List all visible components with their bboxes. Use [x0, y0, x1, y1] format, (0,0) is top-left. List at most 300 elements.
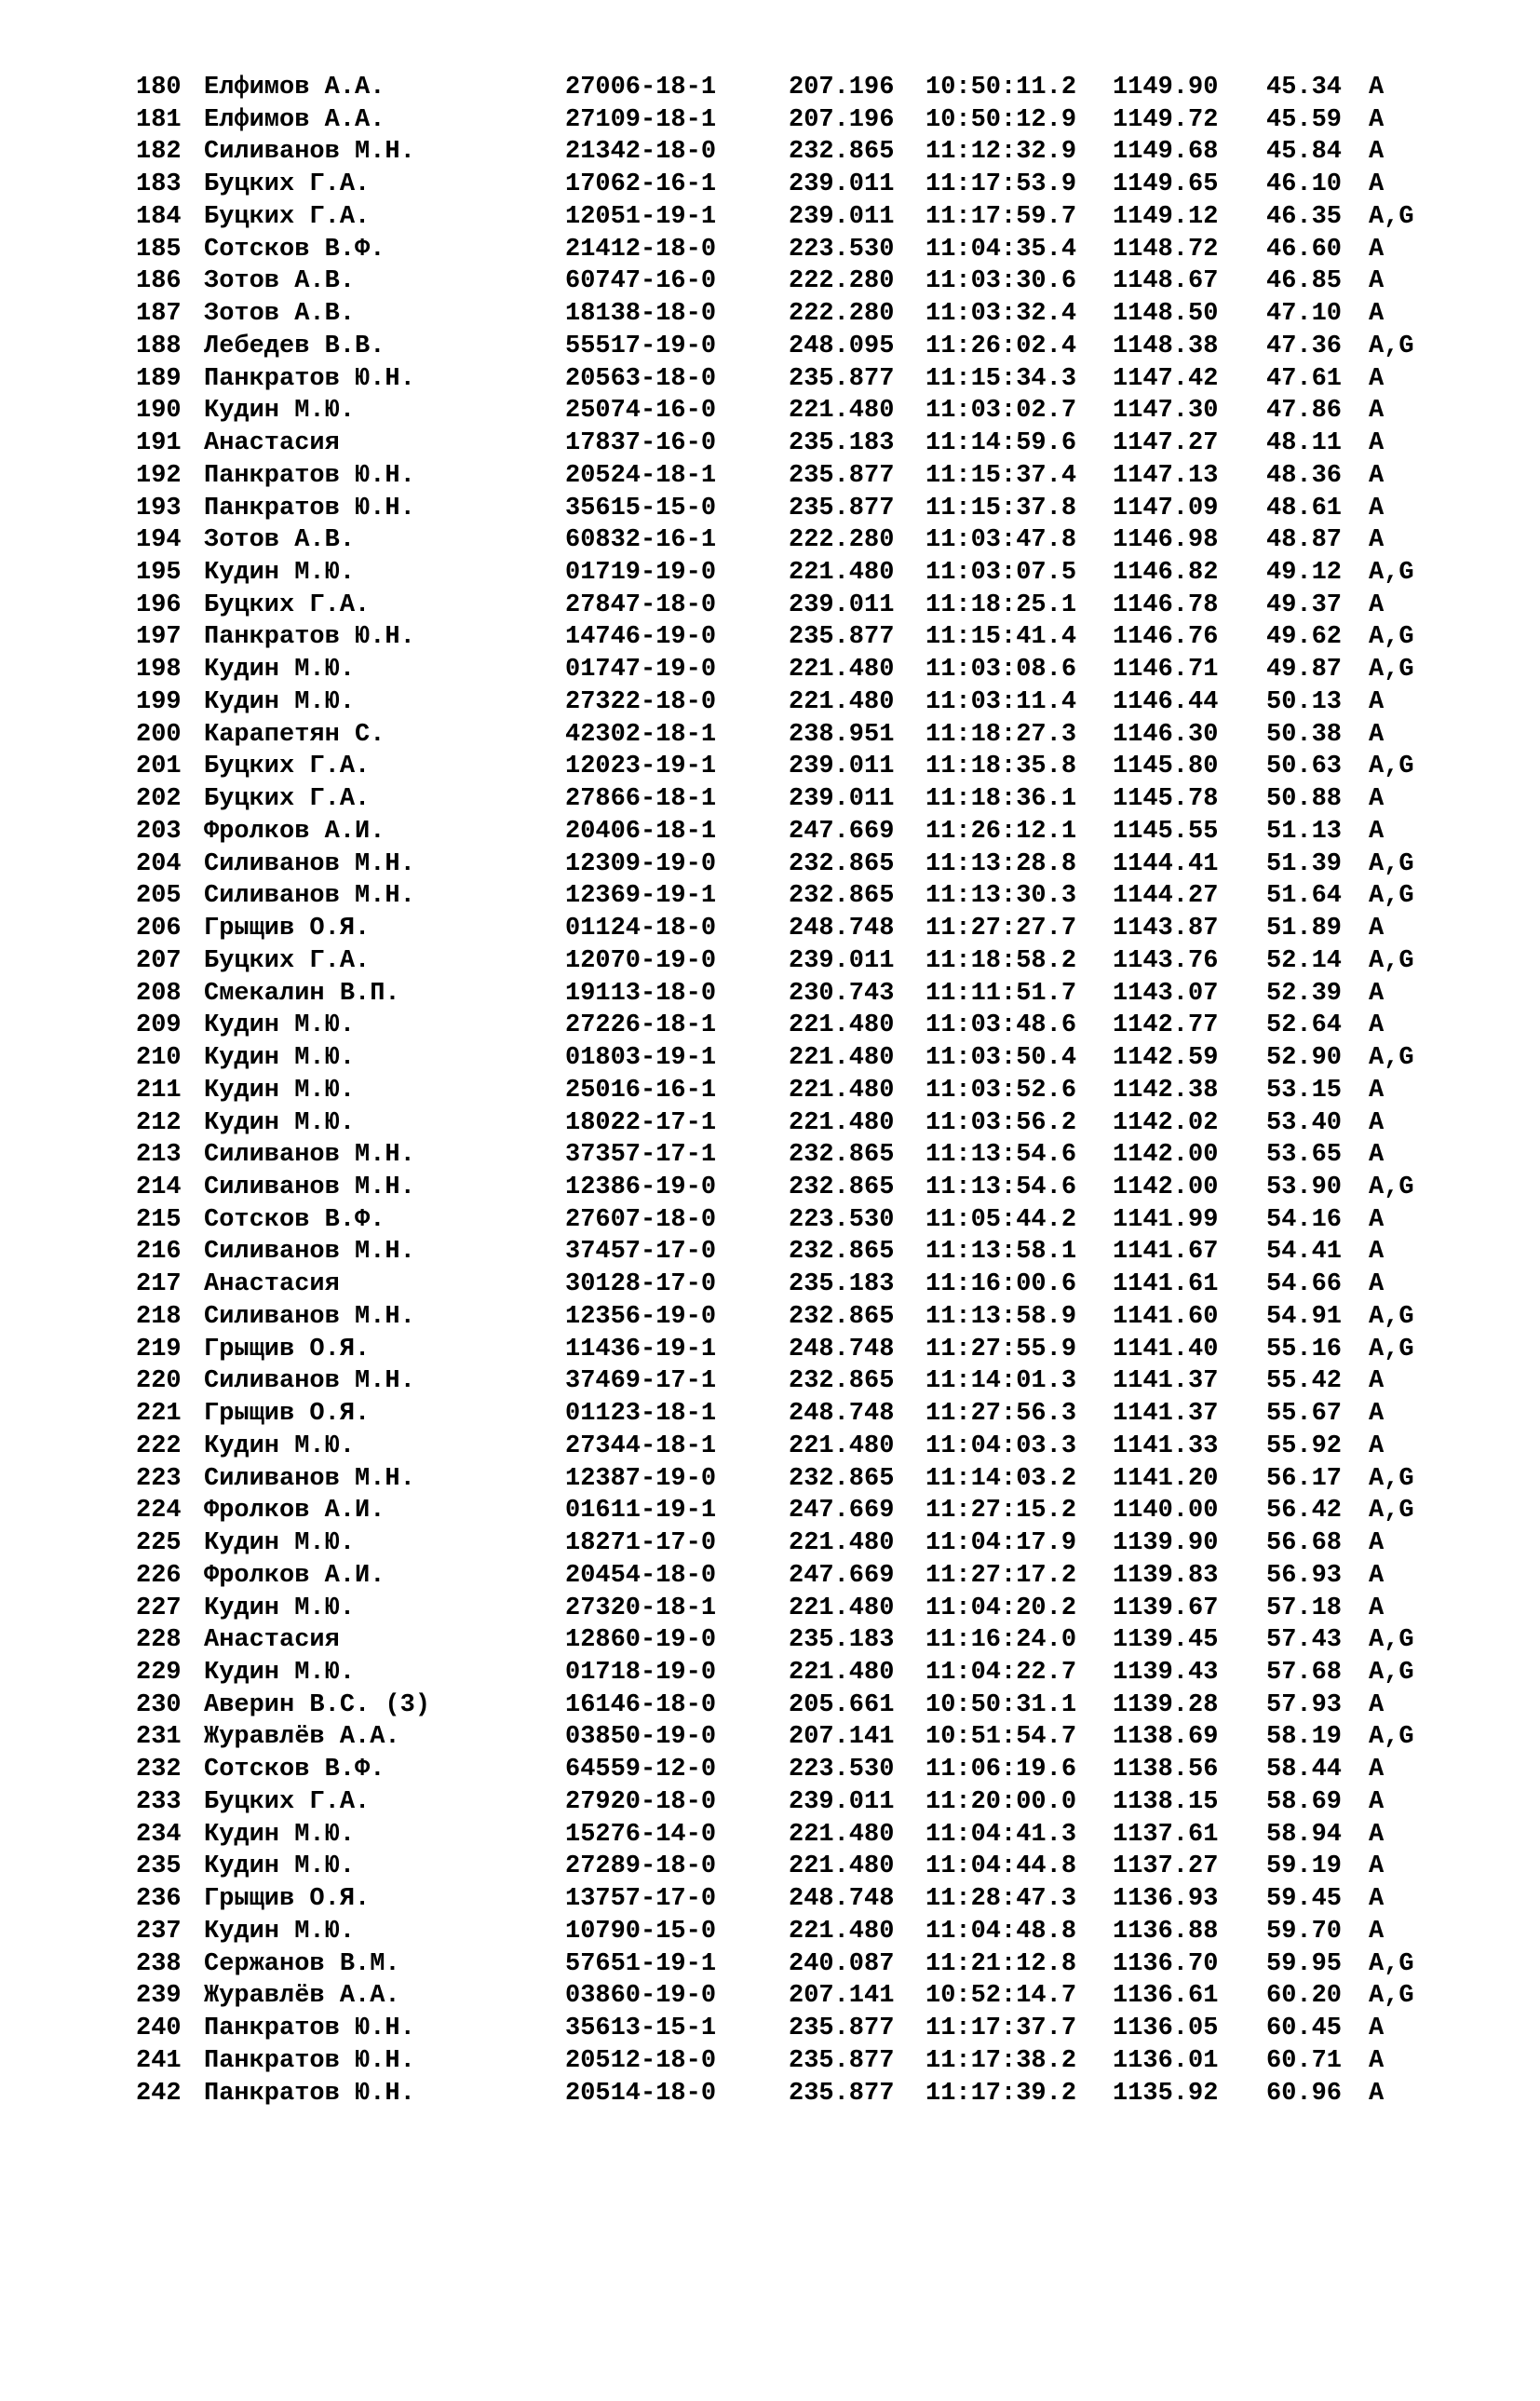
distance-value: 239.011	[789, 1787, 895, 1816]
fancier-name: Сержанов В.М.	[204, 1949, 400, 1978]
place-number: 191	[136, 429, 182, 458]
place-number: 201	[136, 753, 182, 781]
coefficient-value: 45.34	[1266, 74, 1343, 102]
ring-number: 12386-19-0	[565, 1173, 717, 1201]
coefficient-value: 57.43	[1266, 1626, 1343, 1655]
distance-value: 207.141	[789, 1723, 895, 1752]
distance-value: 232.865	[789, 1173, 895, 1201]
category-flags: A	[1369, 1076, 1385, 1105]
table-row	[136, 395, 1385, 427]
ring-number: 20454-18-0	[565, 1561, 717, 1590]
ring-number: 01803-19-1	[565, 1044, 717, 1073]
fancier-name: Анастасия	[204, 429, 340, 458]
table-row	[136, 1075, 1385, 1107]
fancier-name: Буцких Г.А.	[204, 785, 371, 814]
arrival-time: 10:50:11.2	[925, 74, 1077, 102]
speed-value: 1136.88	[1113, 1917, 1219, 1946]
table-row	[136, 945, 1414, 978]
coefficient-value: 52.39	[1266, 979, 1343, 1008]
coefficient-value: 51.64	[1266, 882, 1343, 911]
category-flags: A	[1369, 1270, 1385, 1299]
place-number: 206	[136, 915, 182, 943]
arrival-time: 11:04:48.8	[925, 1917, 1077, 1946]
arrival-time: 11:20:00.0	[925, 1787, 1077, 1816]
coefficient-value: 60.45	[1266, 2014, 1343, 2043]
table-row	[136, 1883, 1385, 1916]
fancier-name: Кудин М.Ю.	[204, 1044, 356, 1073]
table-row	[136, 1980, 1414, 2013]
place-number: 217	[136, 1270, 182, 1299]
arrival-time: 11:05:44.2	[925, 1205, 1077, 1234]
arrival-time: 11:03:50.4	[925, 1044, 1077, 1073]
arrival-time: 10:50:12.9	[925, 105, 1077, 134]
distance-value: 247.669	[789, 817, 895, 846]
distance-value: 235.183	[789, 429, 895, 458]
fancier-name: Кудин М.Ю.	[204, 656, 356, 685]
ring-number: 30128-17-0	[565, 1270, 717, 1299]
coefficient-value: 49.12	[1266, 559, 1343, 588]
coefficient-value: 55.92	[1266, 1431, 1343, 1460]
category-flags: A	[1369, 1367, 1385, 1396]
fancier-name: Панкратов Ю.Н.	[204, 623, 415, 652]
table-row	[136, 234, 1385, 266]
category-flags: A,G	[1369, 1335, 1414, 1363]
arrival-time: 11:17:53.9	[925, 170, 1077, 199]
speed-value: 1139.43	[1113, 1658, 1219, 1687]
arrival-time: 11:13:30.3	[925, 882, 1077, 911]
place-number: 184	[136, 202, 182, 231]
speed-value: 1144.27	[1113, 882, 1219, 911]
place-number: 223	[136, 1464, 182, 1493]
ring-number: 12356-19-0	[565, 1302, 717, 1331]
category-flags: A	[1369, 1885, 1385, 1914]
coefficient-value: 48.11	[1266, 429, 1343, 458]
table-row	[136, 1301, 1414, 1334]
arrival-time: 11:04:41.3	[925, 1820, 1077, 1849]
place-number: 182	[136, 138, 182, 167]
arrival-time: 11:14:03.2	[925, 1464, 1077, 1493]
table-row	[136, 136, 1385, 169]
category-flags: A	[1369, 979, 1385, 1008]
coefficient-value: 56.68	[1266, 1529, 1343, 1558]
category-flags: A	[1369, 817, 1385, 846]
category-flags: A	[1369, 1917, 1385, 1946]
place-number: 218	[136, 1302, 182, 1331]
speed-value: 1137.27	[1113, 1852, 1219, 1881]
arrival-time: 11:03:07.5	[925, 559, 1077, 588]
distance-value: 223.530	[789, 1756, 895, 1784]
distance-value: 235.183	[789, 1626, 895, 1655]
coefficient-value: 45.59	[1266, 105, 1343, 134]
category-flags: A	[1369, 364, 1385, 393]
distance-value: 221.480	[789, 1594, 895, 1622]
place-number: 228	[136, 1626, 182, 1655]
place-number: 208	[136, 979, 182, 1008]
place-number: 236	[136, 1885, 182, 1914]
table-row	[136, 621, 1414, 654]
speed-value: 1142.00	[1113, 1173, 1219, 1201]
ring-number: 12369-19-1	[565, 882, 717, 911]
distance-value: 222.280	[789, 267, 895, 296]
table-row	[136, 1139, 1385, 1172]
place-number: 207	[136, 946, 182, 975]
category-flags: A	[1369, 1011, 1385, 1040]
coefficient-value: 56.93	[1266, 1561, 1343, 1590]
category-flags: A,G	[1369, 1626, 1414, 1655]
ring-number: 01718-19-0	[565, 1658, 717, 1687]
place-number: 227	[136, 1594, 182, 1622]
fancier-name: Лебедев В.В.	[204, 332, 385, 360]
distance-value: 207.196	[789, 74, 895, 102]
fancier-name: Панкратов Ю.Н.	[204, 2014, 415, 2043]
distance-value: 235.877	[789, 364, 895, 393]
fancier-name: Силиванов М.Н.	[204, 1173, 415, 1201]
ring-number: 20563-18-0	[565, 364, 717, 393]
speed-value: 1144.41	[1113, 849, 1219, 878]
ring-number: 20512-18-0	[565, 2046, 717, 2075]
place-number: 199	[136, 687, 182, 716]
distance-value: 248.748	[789, 1335, 895, 1363]
speed-value: 1136.61	[1113, 1982, 1219, 2011]
place-number: 202	[136, 785, 182, 814]
fancier-name: Кудин М.Ю.	[204, 1594, 356, 1622]
category-flags: A	[1369, 267, 1385, 296]
fancier-name: Карапетян С.	[204, 720, 385, 749]
category-flags: A,G	[1369, 1949, 1414, 1978]
distance-value: 221.480	[789, 1658, 895, 1687]
place-number: 239	[136, 1982, 182, 2011]
category-flags: A,G	[1369, 1658, 1414, 1687]
ring-number: 16146-18-0	[565, 1690, 717, 1719]
category-flags: A	[1369, 720, 1385, 749]
fancier-name: Панкратов Ю.Н.	[204, 2046, 415, 2075]
distance-value: 221.480	[789, 559, 895, 588]
table-row	[136, 1657, 1414, 1689]
coefficient-value: 50.63	[1266, 753, 1343, 781]
place-number: 188	[136, 332, 182, 360]
category-flags: A,G	[1369, 849, 1414, 878]
ring-number: 20524-18-1	[565, 461, 717, 490]
ring-number: 27607-18-0	[565, 1205, 717, 1234]
ring-number: 27109-18-1	[565, 105, 717, 134]
fancier-name: Силиванов М.Н.	[204, 1367, 415, 1396]
ring-number: 11436-19-1	[565, 1335, 717, 1363]
place-number: 231	[136, 1723, 182, 1752]
fancier-name: Буцких Г.А.	[204, 753, 371, 781]
table-row	[136, 460, 1385, 493]
table-row	[136, 1948, 1414, 1981]
fancier-name: Смекалин В.П.	[204, 979, 400, 1008]
distance-value: 239.011	[789, 785, 895, 814]
fancier-name: Силиванов М.Н.	[204, 1302, 415, 1331]
fancier-name: Аверин В.С. (3)	[204, 1690, 431, 1719]
distance-value: 247.669	[789, 1561, 895, 1590]
distance-value: 232.865	[789, 1141, 895, 1170]
speed-value: 1136.70	[1113, 1949, 1219, 1978]
speed-value: 1139.28	[1113, 1690, 1219, 1719]
arrival-time: 11:15:34.3	[925, 364, 1077, 393]
distance-value: 232.865	[789, 1238, 895, 1267]
table-row	[136, 848, 1414, 881]
distance-value: 221.480	[789, 1011, 895, 1040]
arrival-time: 11:17:59.7	[925, 202, 1077, 231]
fancier-name: Сотсков В.Ф.	[204, 235, 385, 264]
place-number: 193	[136, 494, 182, 522]
coefficient-value: 49.87	[1266, 656, 1343, 685]
ring-number: 01123-18-1	[565, 1400, 717, 1429]
fancier-name: Сотсков В.Ф.	[204, 1205, 385, 1234]
arrival-time: 11:18:35.8	[925, 753, 1077, 781]
place-number: 222	[136, 1431, 182, 1460]
place-number: 226	[136, 1561, 182, 1590]
place-number: 211	[136, 1076, 182, 1105]
place-number: 220	[136, 1367, 182, 1396]
speed-value: 1147.42	[1113, 364, 1219, 393]
ring-number: 21342-18-0	[565, 138, 717, 167]
distance-value: 232.865	[789, 1464, 895, 1493]
fancier-name: Зотов А.В.	[204, 267, 356, 296]
coefficient-value: 60.20	[1266, 1982, 1343, 2011]
distance-value: 222.280	[789, 300, 895, 329]
ring-number: 17062-16-1	[565, 170, 717, 199]
distance-value: 207.196	[789, 105, 895, 134]
arrival-time: 11:17:37.7	[925, 2014, 1077, 2043]
arrival-time: 11:26:12.1	[925, 817, 1077, 846]
fancier-name: Грыщив О.Я.	[204, 1335, 371, 1363]
coefficient-value: 60.71	[1266, 2046, 1343, 2075]
ring-number: 27226-18-1	[565, 1011, 717, 1040]
category-flags: A,G	[1369, 946, 1414, 975]
ring-number: 12070-19-0	[565, 946, 717, 975]
coefficient-value: 55.16	[1266, 1335, 1343, 1363]
arrival-time: 11:04:20.2	[925, 1594, 1077, 1622]
distance-value: 230.743	[789, 979, 895, 1008]
category-flags: A	[1369, 429, 1385, 458]
coefficient-value: 47.10	[1266, 300, 1343, 329]
ring-number: 37457-17-0	[565, 1238, 717, 1267]
ring-number: 01611-19-1	[565, 1497, 717, 1526]
coefficient-value: 57.18	[1266, 1594, 1343, 1622]
place-number: 212	[136, 1108, 182, 1137]
speed-value: 1147.30	[1113, 397, 1219, 426]
fancier-name: Фролков А.И.	[204, 817, 385, 846]
fancier-name: Анастасия	[204, 1270, 340, 1299]
category-flags: A	[1369, 1561, 1385, 1590]
coefficient-value: 53.90	[1266, 1173, 1343, 1201]
category-flags: A	[1369, 1400, 1385, 1429]
category-flags: A,G	[1369, 882, 1414, 911]
distance-value: 248.748	[789, 1400, 895, 1429]
category-flags: A	[1369, 687, 1385, 716]
ring-number: 12051-19-1	[565, 202, 717, 231]
place-number: 195	[136, 559, 182, 588]
arrival-time: 11:13:54.6	[925, 1173, 1077, 1201]
place-number: 190	[136, 397, 182, 426]
coefficient-value: 52.14	[1266, 946, 1343, 975]
place-number: 186	[136, 267, 182, 296]
coefficient-value: 51.13	[1266, 817, 1343, 846]
speed-value: 1143.07	[1113, 979, 1219, 1008]
ring-number: 18022-17-1	[565, 1108, 717, 1137]
table-row	[136, 2013, 1385, 2045]
speed-value: 1146.30	[1113, 720, 1219, 749]
arrival-time: 11:13:58.1	[925, 1238, 1077, 1267]
distance-value: 232.865	[789, 882, 895, 911]
place-number: 181	[136, 105, 182, 134]
place-number: 210	[136, 1044, 182, 1073]
ring-number: 27866-18-1	[565, 785, 717, 814]
fancier-name: Кудин М.Ю.	[204, 687, 356, 716]
fancier-name: Кудин М.Ю.	[204, 559, 356, 588]
speed-value: 1146.98	[1113, 526, 1219, 555]
arrival-time: 11:27:56.3	[925, 1400, 1077, 1429]
arrival-time: 10:50:31.1	[925, 1690, 1077, 1719]
coefficient-value: 54.91	[1266, 1302, 1343, 1331]
table-row	[136, 1365, 1385, 1398]
category-flags: A	[1369, 1431, 1385, 1460]
ring-number: 21412-18-0	[565, 235, 717, 264]
speed-value: 1148.72	[1113, 235, 1219, 264]
arrival-time: 11:13:54.6	[925, 1141, 1077, 1170]
category-flags: A	[1369, 1594, 1385, 1622]
arrival-time: 11:03:08.6	[925, 656, 1077, 685]
arrival-time: 11:04:22.7	[925, 1658, 1077, 1687]
arrival-time: 11:18:58.2	[925, 946, 1077, 975]
arrival-time: 10:51:54.7	[925, 1723, 1077, 1752]
coefficient-value: 46.60	[1266, 235, 1343, 264]
coefficient-value: 48.36	[1266, 461, 1343, 490]
distance-value: 221.480	[789, 1529, 895, 1558]
place-number: 230	[136, 1690, 182, 1719]
distance-value: 221.480	[789, 397, 895, 426]
table-row	[136, 1819, 1385, 1852]
fancier-name: Буцких Г.А.	[204, 170, 371, 199]
category-flags: A	[1369, 785, 1385, 814]
ring-number: 37357-17-1	[565, 1141, 717, 1170]
arrival-time: 11:11:51.7	[925, 979, 1077, 1008]
speed-value: 1141.37	[1113, 1400, 1219, 1429]
ring-number: 20514-18-0	[565, 2079, 717, 2108]
fancier-name: Силиванов М.Н.	[204, 1464, 415, 1493]
speed-value: 1140.00	[1113, 1497, 1219, 1526]
fancier-name: Буцких Г.А.	[204, 590, 371, 619]
arrival-time: 11:03:02.7	[925, 397, 1077, 426]
speed-value: 1149.65	[1113, 170, 1219, 199]
place-number: 241	[136, 2046, 182, 2075]
ring-number: 01719-19-0	[565, 559, 717, 588]
category-flags: A	[1369, 2046, 1385, 2075]
ring-number: 27006-18-1	[565, 74, 717, 102]
fancier-name: Силиванов М.Н.	[204, 1238, 415, 1267]
category-flags: A	[1369, 915, 1385, 943]
ring-number: 10790-15-0	[565, 1917, 717, 1946]
place-number: 237	[136, 1917, 182, 1946]
ring-number: 37469-17-1	[565, 1367, 717, 1396]
speed-value: 1136.01	[1113, 2046, 1219, 2075]
ring-number: 12387-19-0	[565, 1464, 717, 1493]
distance-value: 221.480	[789, 687, 895, 716]
results-rows	[136, 72, 1414, 2109]
fancier-name: Кудин М.Ю.	[204, 1076, 356, 1105]
ring-number: 01747-19-0	[565, 656, 717, 685]
category-flags: A	[1369, 1108, 1385, 1137]
speed-value: 1141.40	[1113, 1335, 1219, 1363]
speed-value: 1141.61	[1113, 1270, 1219, 1299]
speed-value: 1142.00	[1113, 1141, 1219, 1170]
speed-value: 1147.09	[1113, 494, 1219, 522]
speed-value: 1145.80	[1113, 753, 1219, 781]
place-number: 214	[136, 1173, 182, 1201]
distance-value: 235.877	[789, 494, 895, 522]
arrival-time: 11:13:28.8	[925, 849, 1077, 878]
distance-value: 232.865	[789, 138, 895, 167]
arrival-time: 11:18:36.1	[925, 785, 1077, 814]
fancier-name: Панкратов Ю.Н.	[204, 461, 415, 490]
table-row	[136, 1916, 1385, 1948]
speed-value: 1143.87	[1113, 915, 1219, 943]
coefficient-value: 60.96	[1266, 2079, 1343, 2108]
place-number: 242	[136, 2079, 182, 2108]
fancier-name: Анастасия	[204, 1626, 340, 1655]
speed-value: 1142.77	[1113, 1011, 1219, 1040]
distance-value: 247.669	[789, 1497, 895, 1526]
distance-value: 221.480	[789, 1431, 895, 1460]
coefficient-value: 52.64	[1266, 1011, 1343, 1040]
coefficient-value: 53.15	[1266, 1076, 1343, 1105]
table-row	[136, 978, 1385, 1011]
distance-value: 239.011	[789, 202, 895, 231]
fancier-name: Кудин М.Ю.	[204, 1431, 356, 1460]
arrival-time: 11:03:48.6	[925, 1011, 1077, 1040]
fancier-name: Зотов А.В.	[204, 526, 356, 555]
table-row	[136, 265, 1385, 298]
distance-value: 221.480	[789, 1108, 895, 1137]
distance-value: 235.877	[789, 2046, 895, 2075]
fancier-name: Силиванов М.Н.	[204, 849, 415, 878]
ring-number: 12309-19-0	[565, 849, 717, 878]
table-row	[136, 1398, 1385, 1431]
table-row	[136, 1786, 1385, 1819]
distance-value: 248.748	[789, 915, 895, 943]
category-flags: A	[1369, 300, 1385, 329]
coefficient-value: 53.65	[1266, 1141, 1343, 1170]
speed-value: 1141.60	[1113, 1302, 1219, 1331]
fancier-name: Кудин М.Ю.	[204, 1108, 356, 1137]
fancier-name: Грыщив О.Я.	[204, 915, 371, 943]
table-row	[136, 1236, 1385, 1268]
coefficient-value: 56.17	[1266, 1464, 1343, 1493]
arrival-time: 11:03:47.8	[925, 526, 1077, 555]
ring-number: 12860-19-0	[565, 1626, 717, 1655]
place-number: 213	[136, 1141, 182, 1170]
arrival-time: 11:16:24.0	[925, 1626, 1077, 1655]
speed-value: 1141.67	[1113, 1238, 1219, 1267]
speed-value: 1149.12	[1113, 202, 1219, 231]
speed-value: 1142.59	[1113, 1044, 1219, 1073]
fancier-name: Кудин М.Ю.	[204, 1852, 356, 1881]
ring-number: 27289-18-0	[565, 1852, 717, 1881]
fancier-name: Кудин М.Ю.	[204, 1917, 356, 1946]
coefficient-value: 53.40	[1266, 1108, 1343, 1137]
coefficient-value: 47.36	[1266, 332, 1343, 360]
arrival-time: 11:03:52.6	[925, 1076, 1077, 1105]
speed-value: 1135.92	[1113, 2079, 1219, 2108]
coefficient-value: 59.95	[1266, 1949, 1343, 1978]
distance-value: 221.480	[789, 1076, 895, 1105]
ring-number: 27322-18-0	[565, 687, 717, 716]
table-row	[136, 654, 1414, 686]
category-flags: A	[1369, 494, 1385, 522]
